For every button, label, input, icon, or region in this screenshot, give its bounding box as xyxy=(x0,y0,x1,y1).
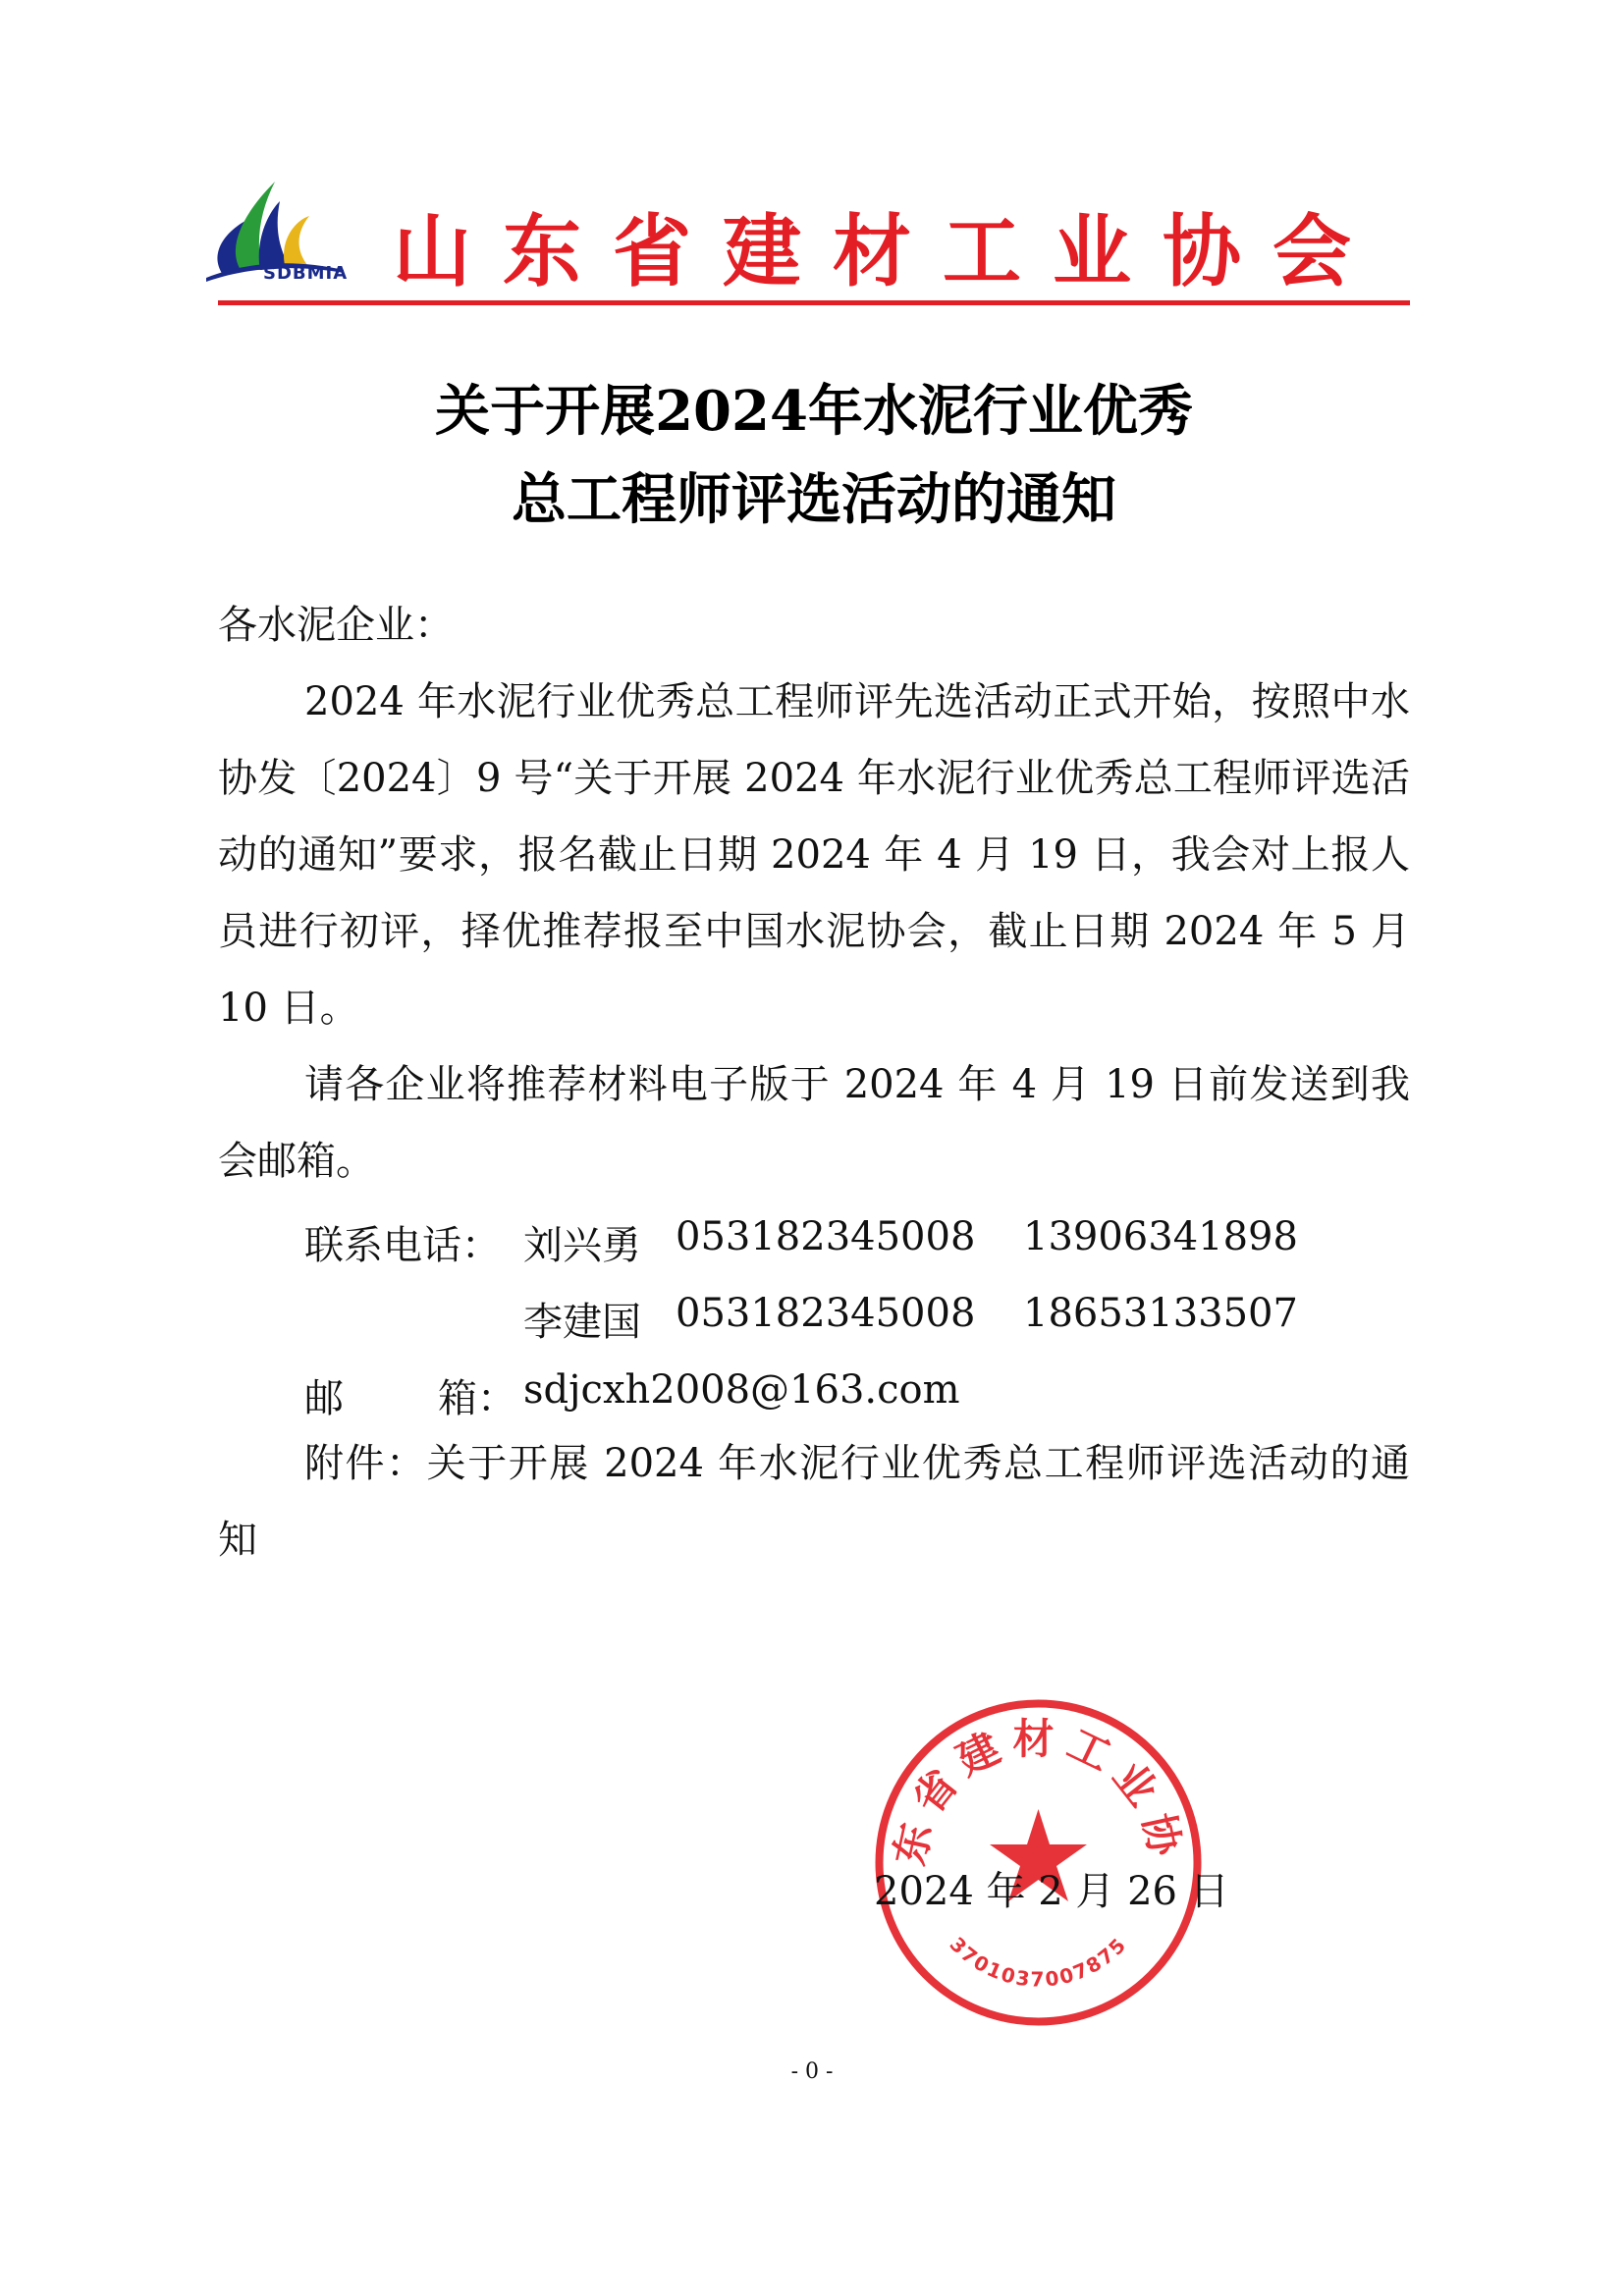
seal-code: 3701037007875 xyxy=(945,1932,1132,1992)
email-address[interactable]: sdjcxh2008@163.com xyxy=(523,1367,960,1413)
document-title-line-1: 关于开展2024年水泥行业优秀 xyxy=(435,379,1193,444)
paragraph-1: 2024 年水泥行业优秀总工程师评先选活动正式开始，按照中水协发〔2024〕9 号“关于开展 2024 年水泥行业优秀总工程师评选活动的通知”要求，报名截止日期 2024 年 4 月 19 日，我会对上报人员进行初评，择优推荐报至中国水泥协会，截止日期 2024 年 5 月 10 日。 xyxy=(218,679,1410,1031)
document-title-line-2: 总工程师评选活动的通知 xyxy=(512,467,1116,532)
contact-name-1: 刘兴勇 xyxy=(523,1223,641,1268)
contact-label: 联系电话： xyxy=(304,1223,501,1268)
contact-mobile-1: 13906341898 xyxy=(1023,1214,1298,1259)
logo-text: SDBMIA xyxy=(263,263,349,284)
paragraph-2: 请各企业将推荐材料电子版于 2024 年 4 月 19 日前发送到我会邮箱。 xyxy=(218,1062,1410,1184)
contact-phone-2: 053182345008 xyxy=(676,1291,976,1336)
page-number: - 0 - xyxy=(790,2059,834,2084)
header-divider xyxy=(218,300,1410,305)
email-label-part-1: 邮 xyxy=(304,1376,344,1421)
svg-text:3701037007875 xyxy=(946,1932,1132,1991)
email-label-part-2: 箱： xyxy=(438,1376,516,1421)
salutation: 各水泥企业： xyxy=(218,603,454,648)
contact-name-2: 李建国 xyxy=(523,1300,641,1345)
seal-text: 东省建材工业协 xyxy=(885,1715,1192,1870)
attachment-note: 附件：关于开展 2024 年水泥行业优秀总工程师评选活动的通知 xyxy=(218,1441,1410,1563)
contact-mobile-2: 18653133507 xyxy=(1023,1291,1298,1336)
contact-phone-1: 053182345008 xyxy=(676,1214,976,1259)
document-date: 2024 年 2 月 26 日 xyxy=(874,1869,1229,1914)
org-name-header: 山东省建材工业协会 xyxy=(393,206,1382,297)
